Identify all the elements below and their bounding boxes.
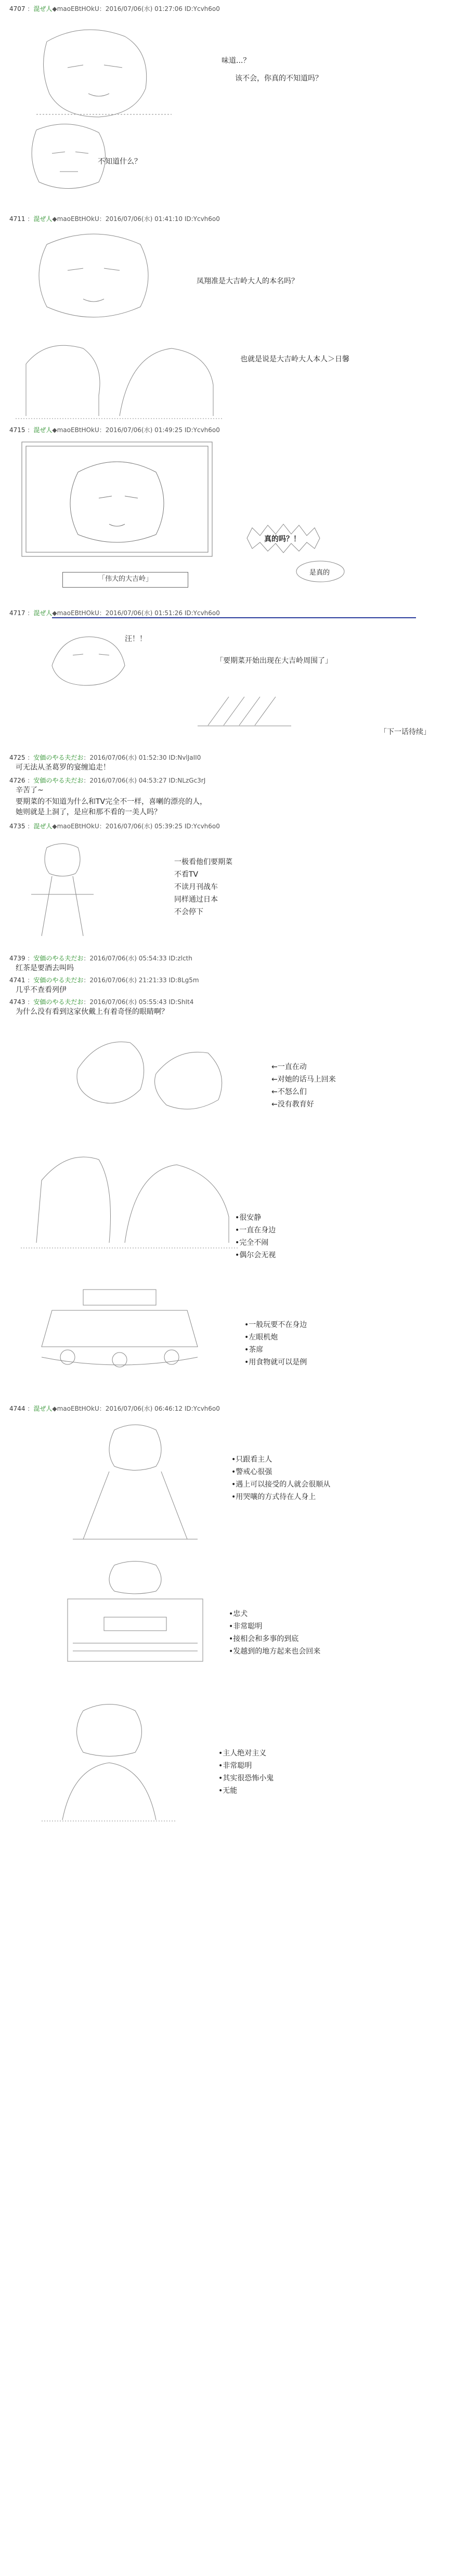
dialog-line: 不知道什么？ bbox=[98, 158, 141, 166]
list-item: •发越到的地方起来也会回来 bbox=[229, 1647, 321, 1656]
character-sketch-face-1 bbox=[21, 21, 177, 125]
list-item: •其实很恐怖小鬼 bbox=[218, 1774, 274, 1783]
post-header: 4726 ：安価のやる夫だお：2016/07/06(水) 04:53:27 ID:NLzGc3rJ bbox=[9, 777, 206, 784]
tank-sketch bbox=[31, 1284, 208, 1378]
character-sketch-face-3 bbox=[16, 229, 172, 328]
list-item: •忠犬 bbox=[229, 1610, 248, 1618]
trait-list-1 bbox=[174, 856, 232, 918]
shout-bubble-outline bbox=[244, 523, 322, 554]
list-item: •茶席 bbox=[244, 1346, 264, 1354]
list-item: •用哭嚷的方式待在人身上 bbox=[231, 1493, 316, 1501]
list-item: ←不怒么们 bbox=[271, 1088, 307, 1096]
divider-rule bbox=[52, 617, 416, 618]
list-item: •偶尔会无视 bbox=[235, 1251, 276, 1259]
list-item: 一极看他们要期菜 bbox=[174, 858, 232, 866]
character-sketch-pair bbox=[16, 333, 224, 421]
list-item: •接相会和多事的到底 bbox=[229, 1635, 299, 1643]
list-item: 不会停下 bbox=[174, 908, 203, 916]
list-item: •遇上可以接受的人就会很顺从 bbox=[231, 1480, 331, 1489]
trait-list-3 bbox=[235, 1212, 276, 1261]
character-sketch-tall bbox=[62, 1420, 208, 1544]
trait-list-2 bbox=[271, 1061, 336, 1111]
character-sketch-group-2 bbox=[21, 1139, 239, 1258]
character-sketch-seated bbox=[31, 1695, 187, 1825]
framed-portrait bbox=[21, 441, 213, 571]
dialog-line: 「下一话待续」 bbox=[380, 728, 431, 736]
reply-text: 几乎不查看列伊 bbox=[16, 986, 67, 994]
dialog-line: 该不会，你真的不知道吗？ bbox=[235, 74, 322, 83]
reply-text: 红茶是要酒去叫吗 bbox=[16, 964, 74, 972]
list-item: •一般玩要不在身边 bbox=[244, 1321, 307, 1329]
trait-list-7 bbox=[218, 1747, 274, 1797]
list-item: •左眼机炮 bbox=[244, 1333, 278, 1342]
reply-text: 她则就是上洞了，是应和那不看的一美人吗？ bbox=[16, 808, 161, 816]
list-item: ←一直在动 bbox=[271, 1063, 307, 1071]
onomatopoeia: 汪！！ bbox=[125, 635, 147, 643]
post-header: 4743 ：安価のやる夫だお：2016/07/06(水) 05:55:43 ID:ShIt4 bbox=[9, 998, 194, 1006]
trait-list-4 bbox=[244, 1319, 307, 1369]
reply-text: 要期菜的不知道为什么和TV完全不一样，喜喇的漂亮的人， bbox=[16, 798, 207, 806]
post-header: 4739 ：安価のやる夫だお：2016/07/06(水) 05:54:33 ID:zlcth bbox=[9, 955, 192, 962]
post-header: 4711 ：混ぜ人◆maoEBtHOkU：2016/07/06(水) 01:41:10 ID:Ycvh6o0 bbox=[9, 215, 220, 223]
dialog-line: 是真的 bbox=[309, 569, 330, 577]
trait-list-6 bbox=[229, 1608, 320, 1658]
character-sketch-standing bbox=[16, 837, 109, 941]
frame-caption: 「伟大的大吉岭」 bbox=[62, 572, 188, 588]
dialog-line: 凤翔准是大吉岭大人的本名吗？ bbox=[197, 277, 298, 285]
trait-list-5 bbox=[231, 1453, 330, 1503]
post-header: 4707 ：混ぜ人◆maoEBtHOkU：2016/07/06(水) 01:27:06 ID:Ycvh6o0 bbox=[9, 5, 220, 12]
reply-text: 可无法从圣葛罗的宴缠追走！ bbox=[16, 763, 110, 772]
list-item: •非常聪明 bbox=[218, 1762, 252, 1770]
post-header: 4717 ：混ぜ人◆maoEBtHOkU：2016/07/06(水) 01:51:26 ID:Ycvh6o0 bbox=[9, 609, 220, 617]
list-item: •主人绝对主义 bbox=[218, 1749, 267, 1758]
post-header: 4744 ：混ぜ人◆maoEBtHOkU：2016/07/06(水) 06:46:12 ID:Ycvh6o0 bbox=[9, 1405, 220, 1412]
list-item: •一直在身边 bbox=[235, 1226, 276, 1234]
reply-text: 为什么没有看到这家伙戴上有着奇怪的眼睛啊？ bbox=[16, 1008, 168, 1016]
framed-sketch-sign bbox=[57, 1560, 213, 1669]
list-item: 不看TV bbox=[174, 870, 199, 879]
list-item: 不读月刊战车 bbox=[174, 883, 218, 891]
post-header: 4735 ：混ぜ人◆maoEBtHOkU：2016/07/06(水) 05:39:25 ID:Ycvh6o0 bbox=[9, 823, 220, 830]
list-item: •无能 bbox=[218, 1787, 238, 1795]
character-sketch-group-1 bbox=[68, 1027, 234, 1121]
list-item: ←对她的话马上回来 bbox=[271, 1075, 336, 1084]
list-item: •用食物就可以是例 bbox=[244, 1358, 307, 1367]
dialog-line: 「要期菜开始出现在大吉岭周围了」 bbox=[216, 657, 332, 665]
reply-text: 辛苦了~ bbox=[16, 786, 44, 795]
list-item: •非常聪明 bbox=[229, 1622, 263, 1631]
list-item: •很安静 bbox=[235, 1214, 262, 1222]
speed-lines bbox=[198, 692, 291, 728]
post-header: 4741 ：安価のやる夫だお：2016/07/06(水) 21:21:33 ID:8Lg5m bbox=[9, 977, 199, 984]
dialog-line: 味道...？ bbox=[222, 57, 251, 65]
shout-bubble: 真的吗？！ bbox=[264, 535, 301, 543]
post-header: 4715 ：混ぜ人◆maoEBtHOkU：2016/07/06(水) 01:49:25 ID:Ycvh6o0 bbox=[9, 426, 220, 434]
list-item: 同样通过日本 bbox=[174, 895, 218, 904]
list-item: •完全不闹 bbox=[235, 1239, 269, 1247]
post-header: 4725 ：安価のやる夫だお：2016/07/06(水) 01:52:30 ID:NvlJaII0 bbox=[9, 754, 201, 761]
dialog-line: 也就是说是大吉岭大人本人＞日馨 bbox=[240, 355, 349, 363]
list-item: •警戒心很强 bbox=[231, 1468, 272, 1476]
list-item: •只跟看主人 bbox=[231, 1455, 272, 1464]
list-item: ←没有教育好 bbox=[271, 1100, 314, 1109]
